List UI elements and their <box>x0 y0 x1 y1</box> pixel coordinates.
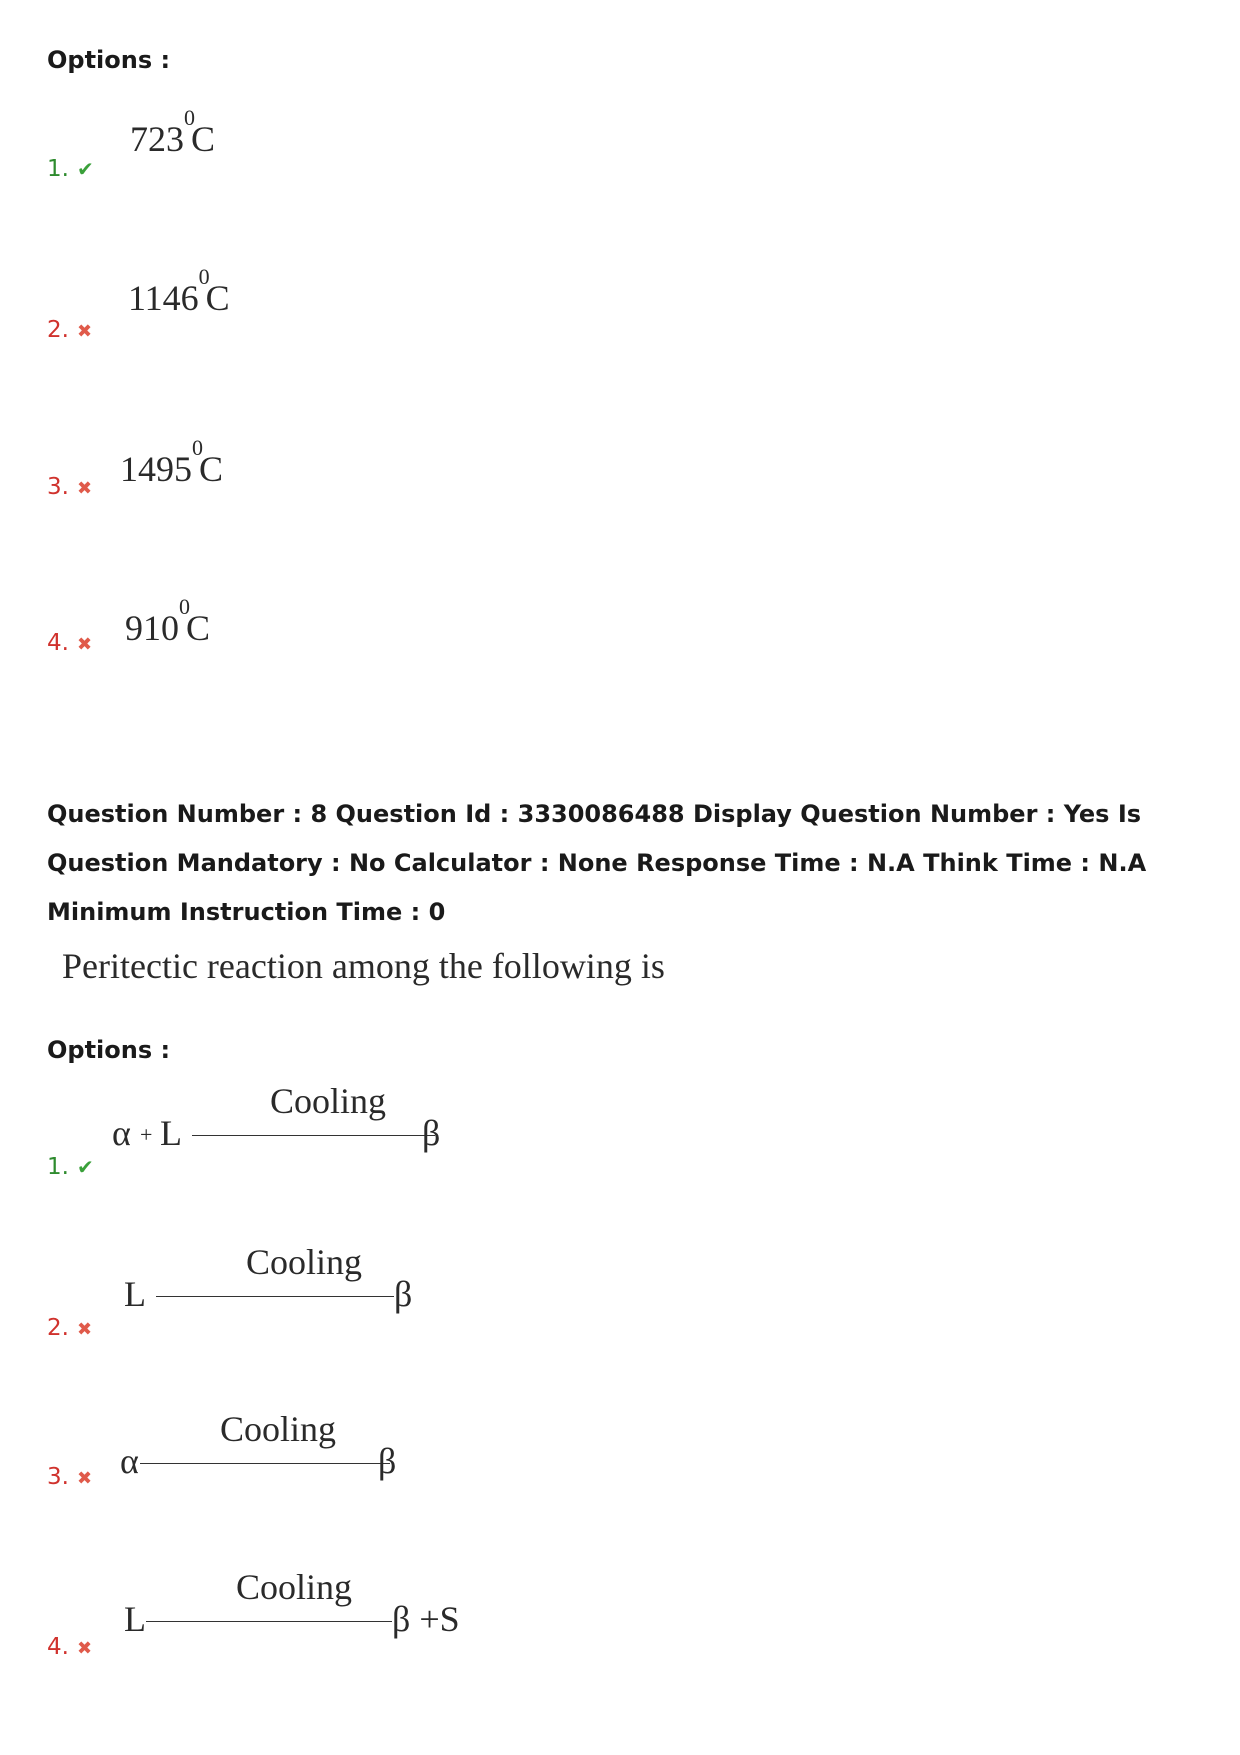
product: β +S <box>392 1599 460 1639</box>
option-2-marker <box>47 1315 92 1341</box>
temperature-unit: C <box>199 449 224 489</box>
cooling-label: Cooling <box>236 1567 353 1607</box>
option-4-marker <box>47 1634 92 1660</box>
option-1-marker <box>47 156 94 182</box>
reaction-line <box>156 1296 394 1297</box>
option-1-reaction <box>112 1081 452 1162</box>
option-1-temperature <box>130 105 216 160</box>
reactant-liquid: L <box>124 1599 146 1639</box>
option-3-reaction <box>120 1409 420 1490</box>
option-1-marker <box>47 1154 94 1180</box>
question-text: Peritectic reaction among the following is <box>62 946 665 986</box>
cooling-label: Cooling <box>220 1409 337 1449</box>
option-4-reaction <box>124 1567 484 1648</box>
option-number: 1. <box>47 156 69 182</box>
product: β <box>422 1113 441 1153</box>
temperature-value: 910 <box>125 608 179 648</box>
cooling-label: Cooling <box>270 1081 387 1121</box>
option-number: 1. <box>47 1154 69 1180</box>
product: β <box>378 1441 397 1481</box>
product: β <box>394 1274 413 1314</box>
temperature-unit: C <box>205 278 230 318</box>
options-label: Options : <box>47 46 171 74</box>
cooling-label: Cooling <box>246 1242 363 1282</box>
option-number: 3. <box>47 1464 69 1490</box>
cross-icon: ✖ <box>76 321 93 342</box>
temperature-unit: C <box>186 608 211 648</box>
reactant-alpha: α <box>120 1441 139 1481</box>
reactant-liquid: L <box>160 1113 182 1153</box>
reactant-liquid: L <box>124 1274 146 1314</box>
degree-superscript: 0 <box>179 594 190 619</box>
option-number: 4. <box>47 1634 69 1660</box>
temperature-unit: C <box>191 119 216 159</box>
temperature-value: 723 <box>130 119 184 159</box>
check-icon: ✔ <box>76 1155 94 1179</box>
temperature-value: 1495 <box>120 449 192 489</box>
option-4-marker <box>47 630 92 656</box>
reaction-line <box>192 1135 435 1136</box>
question-metadata: Question Number : 8 Question Id : 3330086488 Display Question Number : Yes Is Question Mandatory : No Calculator : None Response Time : N.A Think Time : N.A Minimum Instruction Time : 0 <box>47 800 1147 926</box>
cross-icon: ✖ <box>76 478 93 499</box>
option-3-marker <box>47 474 92 500</box>
option-4-temperature <box>125 594 211 649</box>
temperature-value: 1146 <box>128 278 199 318</box>
check-icon: ✔ <box>76 157 94 181</box>
option-2-marker <box>47 317 92 343</box>
degree-superscript: 0 <box>184 105 195 130</box>
plus-sign: + <box>140 1122 153 1147</box>
option-3-temperature <box>120 435 224 490</box>
reactant-alpha: α <box>112 1113 131 1153</box>
cross-icon: ✖ <box>76 634 93 655</box>
option-3-marker <box>47 1464 92 1490</box>
option-number: 2. <box>47 317 69 343</box>
cross-icon: ✖ <box>76 1638 93 1659</box>
cross-icon: ✖ <box>76 1319 93 1340</box>
degree-superscript: 0 <box>192 435 203 460</box>
cross-icon: ✖ <box>76 1468 93 1489</box>
reaction-line <box>146 1621 392 1622</box>
option-number: 3. <box>47 474 69 500</box>
option-2-reaction <box>124 1242 424 1323</box>
option-2-temperature <box>128 264 230 319</box>
option-number: 2. <box>47 1315 69 1341</box>
option-number: 4. <box>47 630 69 656</box>
reaction-line <box>140 1463 390 1464</box>
options-label: Options : <box>47 1036 171 1064</box>
degree-superscript: 0 <box>198 264 210 289</box>
